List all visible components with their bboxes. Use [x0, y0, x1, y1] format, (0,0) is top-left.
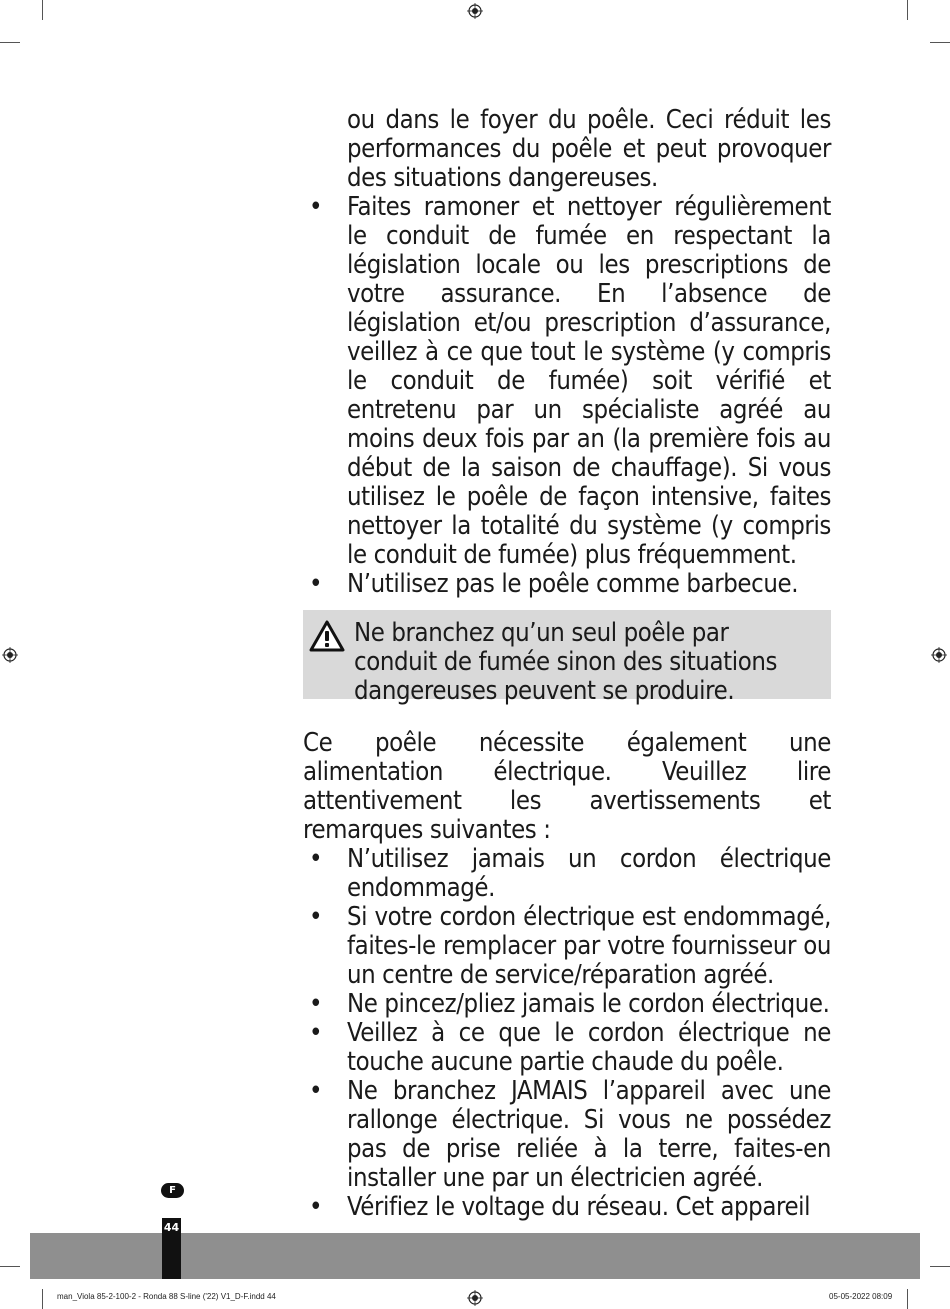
crop-mark	[930, 1266, 950, 1267]
text-column	[303, 106, 831, 1222]
list-item	[303, 193, 831, 570]
list-item-text: Si votre cordon électrique est endommagé, faites-le remplacer par votre fournisseur ou un centre de service/réparation agréé.	[347, 902, 831, 990]
list-item	[303, 1077, 831, 1193]
list-item	[303, 1193, 831, 1222]
list-item	[303, 1019, 831, 1077]
list-item-text: N’utilisez jamais un cordon électrique endommagé.	[347, 844, 831, 903]
list-item	[303, 570, 831, 599]
bullet-marker: •	[309, 902, 323, 932]
bullet-marker: •	[309, 569, 323, 599]
bullet-marker: •	[309, 1192, 323, 1222]
bullet-marker: •	[309, 1018, 323, 1048]
slug-date: 05-05-2022 08:09	[829, 1292, 893, 1301]
list-item-text: N’utilisez pas le poêle comme barbecue.	[347, 569, 799, 599]
intro-paragraph: Ce poêle nécessite également une alimentation électrique. Veuillez lire attentivement les avertissements et remarques suivantes :	[303, 728, 831, 845]
list-item	[303, 990, 831, 1019]
bullet-marker: •	[309, 989, 323, 1019]
crop-mark	[0, 1266, 20, 1267]
bullet-marker: •	[309, 1076, 323, 1106]
warning-text: Ne branchez qu’un seul poêle par conduit de fumée sinon des situations dangereuses peuvent se produire.	[354, 618, 778, 706]
crop-mark	[42, 0, 43, 20]
continuation-paragraph: ou dans le foyer du poêle. Ceci réduit les performances du poêle et peut provoquer des situations dangereuses.	[347, 105, 831, 193]
crop-mark	[0, 42, 20, 43]
slug-file-info: man_Viola 85-2-100-2 - Ronda 88 S-line ('22) V1_D-F.indd 44	[57, 1292, 276, 1301]
list-item-text: Faites ramoner et nettoyer régulièrement le conduit de fumée en respectant la législation locale ou les prescriptions de votre assurance. En l’absence de législation et/ou prescription d’assurance, veillez à ce que tout le système (y compris le conduit de fumée) soit vérifié et entretenu par un spécialiste agréé au moins deux fois par an (la première fois au début de la saison de chauffage). Si vous utilisez le poêle de façon intensive, faites nettoyer la totalité du système (y compris le conduit de fumée) plus fréquemment.	[347, 192, 831, 570]
list-item-text: Ne branchez JAMAIS l’appareil avec une rallonge électrique. Si vous ne possédez pas de prise reliée à la terre, faites-en installer une par un électricien agréé.	[347, 1076, 831, 1193]
registration-mark-icon	[931, 647, 947, 663]
list-item	[303, 845, 831, 903]
registration-mark-icon	[2, 647, 18, 663]
crop-mark	[42, 1289, 43, 1309]
crop-mark	[907, 0, 908, 20]
list-item	[303, 903, 831, 990]
list-item-text: Vérifiez le voltage du réseau. Cet appareil	[347, 1192, 811, 1222]
page-number: 44	[163, 1221, 180, 1234]
warning-triangle-icon	[309, 620, 345, 652]
list-item-text: Ne pincez/pliez jamais le cordon électrique.	[347, 989, 830, 1019]
warning-box	[303, 610, 831, 706]
list-item-text: Veillez à ce que le cordon électrique ne touche aucune partie chaude du poêle.	[347, 1018, 831, 1077]
crop-mark	[907, 1289, 908, 1309]
bullet-marker: •	[309, 844, 323, 874]
registration-mark-icon	[467, 1290, 483, 1306]
crop-mark	[930, 42, 950, 43]
bullet-marker: •	[309, 192, 323, 222]
language-badge: F	[161, 1183, 184, 1198]
registration-mark-icon	[467, 3, 483, 19]
